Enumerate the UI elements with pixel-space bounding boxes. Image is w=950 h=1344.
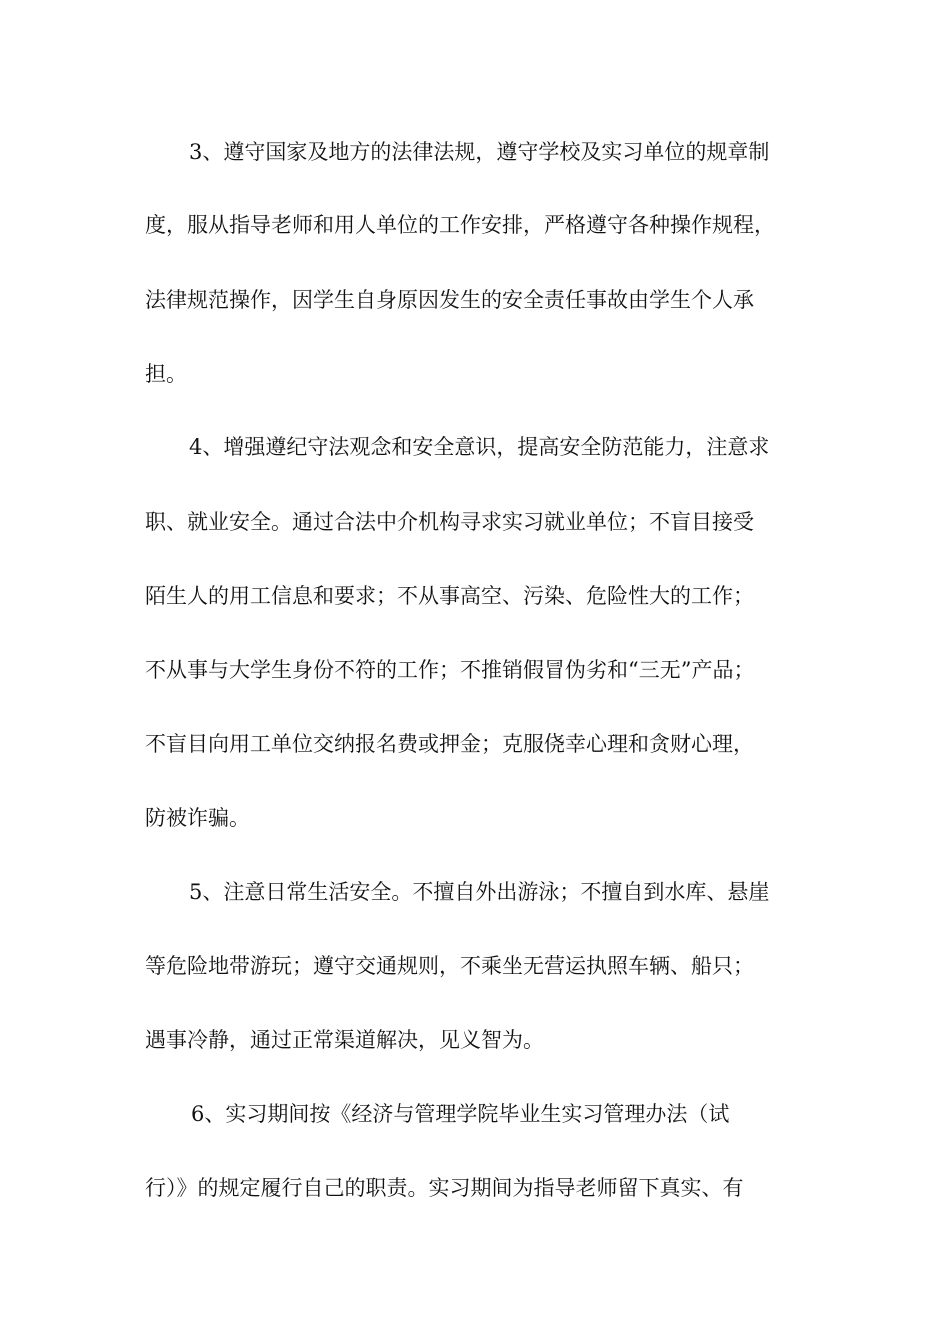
paragraph-3-line-3: 法律规范操作，因学生自身原因发生的安全责任事故由学生个人承	[145, 288, 754, 312]
paragraph-4-line-4: 不从事与大学生身份不符的工作；不推销假冒伪劣和“三无”产品；	[145, 658, 755, 682]
paragraph-3-line-2: 度，服从指导老师和用人单位的工作安排，严格遵守各种操作规程，	[145, 213, 775, 237]
paragraph-4-line-1: 4、增强遵纪守法观念和安全意识，提高安全防范能力，注意求	[189, 435, 770, 459]
paragraph-4-line-6: 防被诈骗。	[145, 806, 250, 830]
paragraph-3-line-4: 担。	[145, 362, 187, 386]
paragraph-5-line-1: 5、注意日常生活安全。不擅自外出游泳；不擅自到水库、悬崖	[189, 880, 770, 904]
paragraph-4-line-2: 职、就业安全。通过合法中介机构寻求实习就业单位；不盲目接受	[145, 510, 754, 534]
paragraph-5-line-3: 遇事冷静，通过正常渠道解决，见义智为。	[145, 1028, 544, 1052]
paragraph-6-line-1: 6、实习期间按《经济与管理学院毕业生实习管理办法（试	[191, 1102, 730, 1126]
paragraph-3-line-1: 3、遵守国家及地方的法律法规，遵守学校及实习单位的规章制	[189, 140, 770, 164]
paragraph-4-line-5: 不盲目向用工单位交纳报名费或押金；克服侥幸心理和贪财心理，	[145, 732, 754, 756]
paragraph-4-line-3: 陌生人的用工信息和要求；不从事高空、污染、危险性大的工作；	[145, 584, 754, 608]
paragraph-5-line-2: 等危险地带游玩；遵守交通规则，不乘坐无营运执照车辆、船只；	[145, 954, 754, 978]
paragraph-6-line-2: 行）》的规定履行自己的职责。实习期间为指导老师留下真实、有	[145, 1176, 744, 1200]
